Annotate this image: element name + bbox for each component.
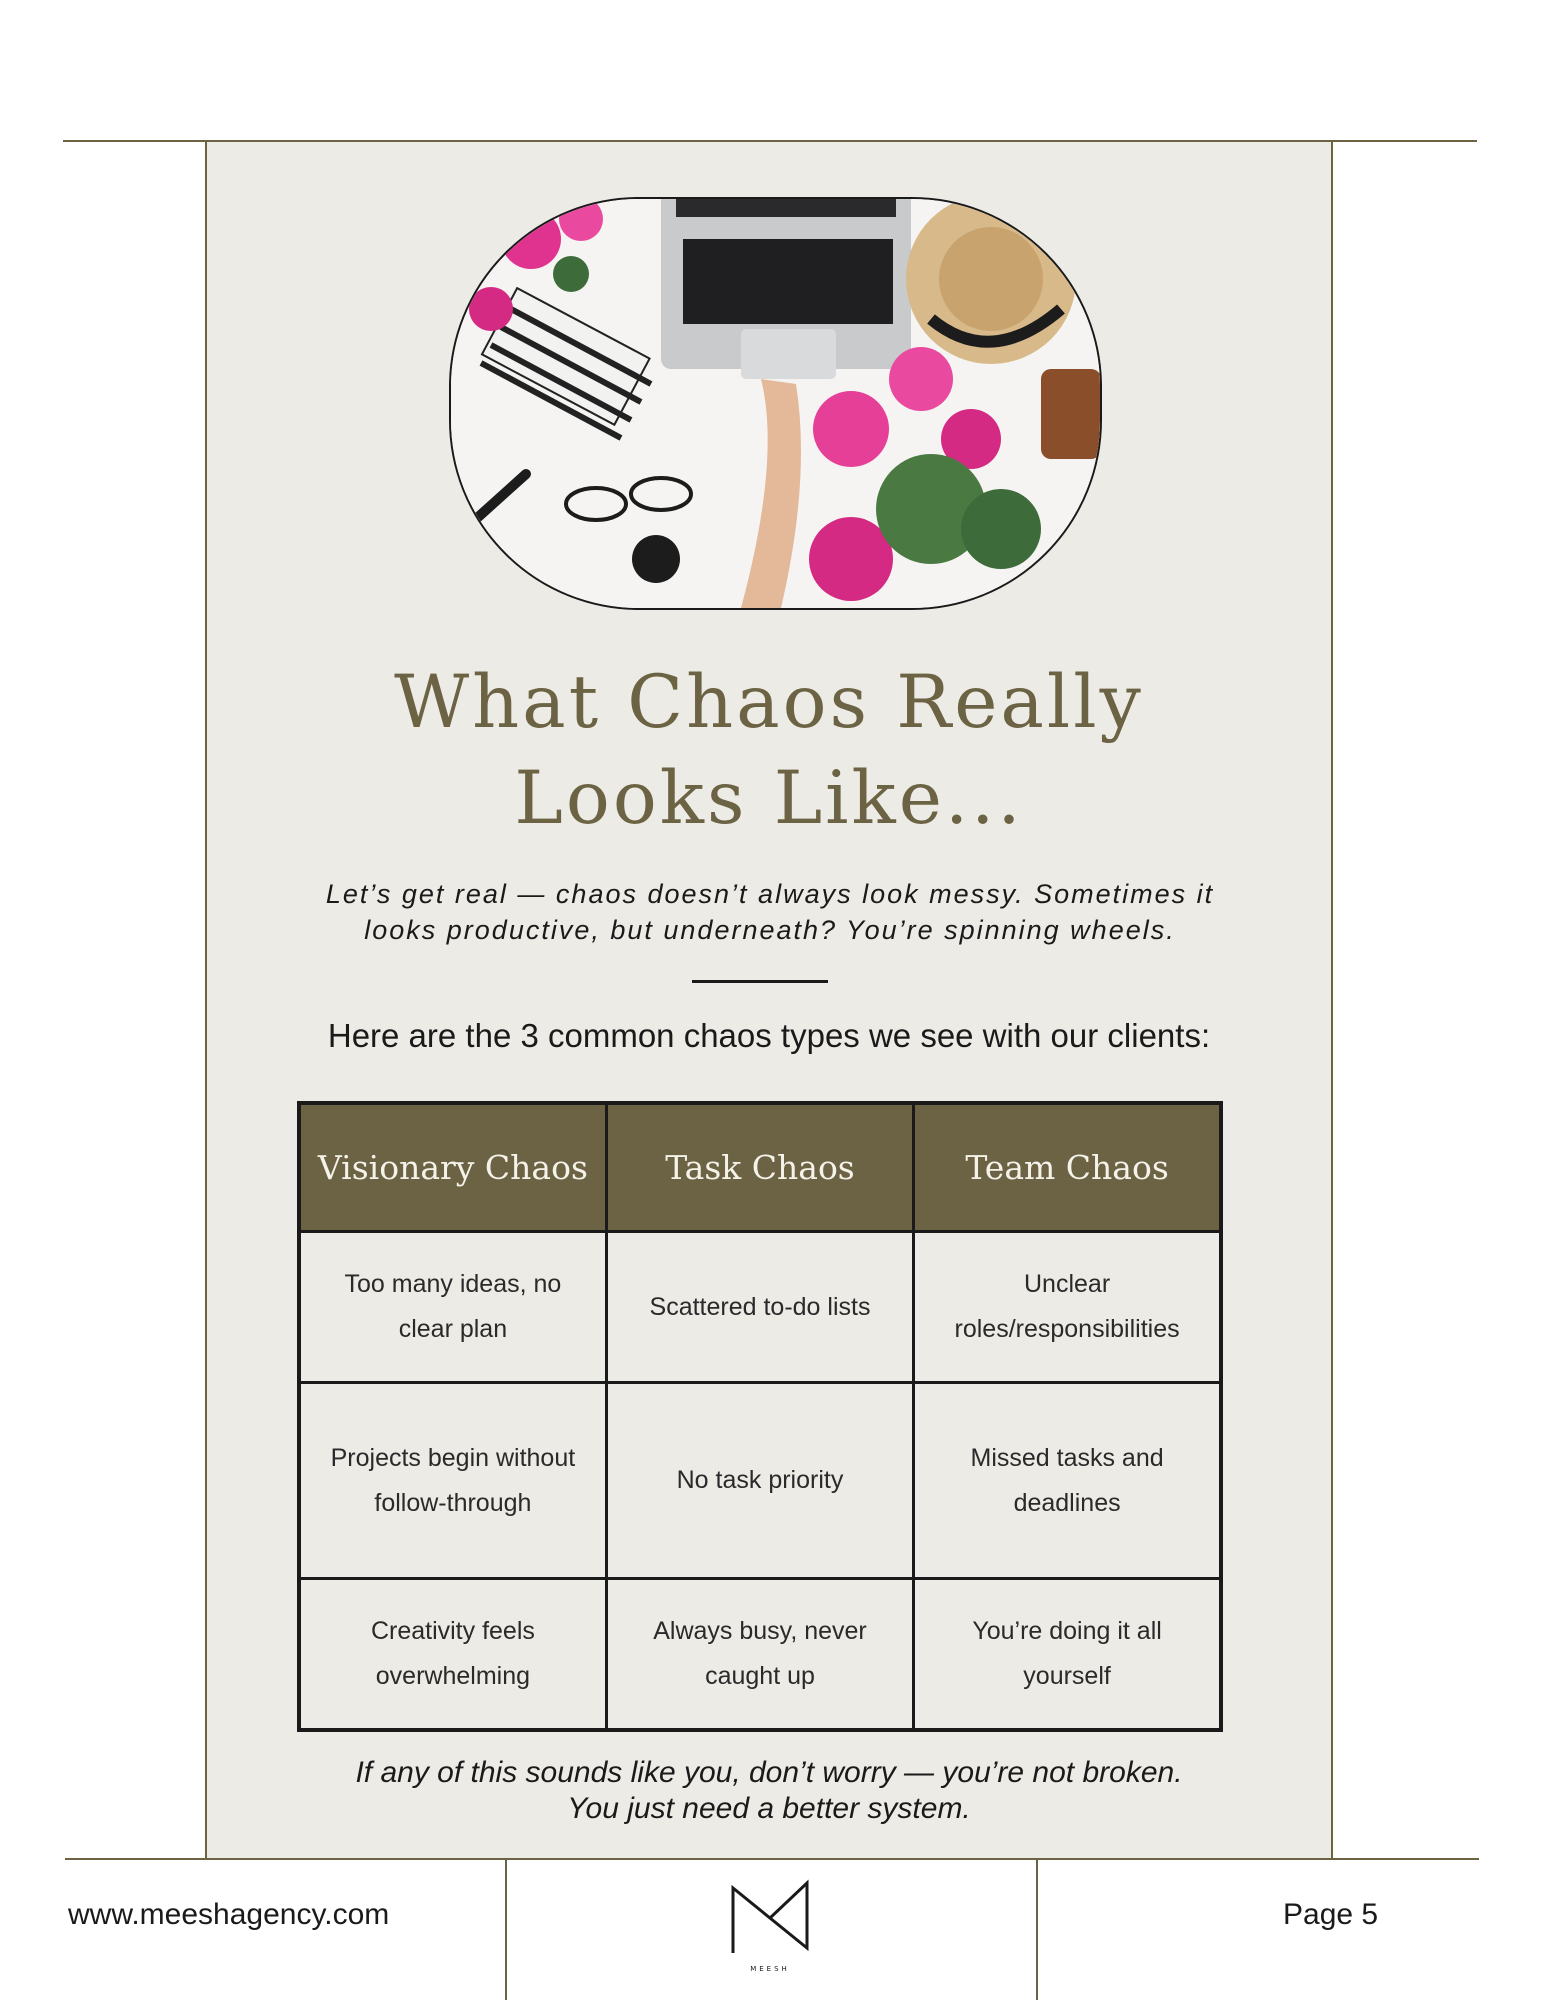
table-cell: Creativity feels overwhelming <box>299 1579 606 1731</box>
lead-text: Here are the 3 common chaos types we see with our clients: <box>327 1017 1211 1054</box>
header-visionary-chaos: Visionary Chaos <box>299 1103 606 1232</box>
table-cell: No task priority <box>606 1383 913 1579</box>
table-cell: Projects begin without follow-through <box>299 1383 606 1579</box>
closing-text <box>205 1755 1333 1827</box>
table-cell: Too many ideas, no clear plan <box>299 1232 606 1383</box>
table-cell: You’re doing it all yourself <box>914 1579 1221 1731</box>
header-task-chaos: Task Chaos <box>606 1103 913 1232</box>
bottom-rule <box>65 1858 1479 1860</box>
page-number: Page 5 <box>1283 1898 1379 1931</box>
table-cell: Unclear roles/responsibilities <box>914 1232 1221 1383</box>
section-divider <box>692 980 828 983</box>
intro-text <box>270 876 1270 948</box>
footer-separator <box>1036 1860 1038 2000</box>
meesh-logo-mark <box>725 1878 815 1974</box>
title-line: What Chaos Really <box>394 660 1144 745</box>
closing-line: You just need a better system. <box>567 1792 971 1825</box>
camera-icon <box>1041 369 1100 459</box>
footer-separator <box>505 1860 507 2000</box>
meesh-logo <box>725 1878 815 1974</box>
hero-image <box>449 197 1102 610</box>
table-cell: Missed tasks and deadlines <box>914 1383 1221 1579</box>
table-row <box>299 1383 1221 1579</box>
table-header-row <box>299 1103 1221 1232</box>
svg-text:MEESH: MEESH <box>750 1965 790 1973</box>
table-cell: Scattered to-do lists <box>606 1232 913 1383</box>
website-link[interactable]: www.meeshagency.com <box>68 1898 390 1931</box>
closing-line: If any of this sounds like you, don’t worry — you’re not broken. <box>355 1756 1183 1789</box>
title-line: Looks Like... <box>514 756 1024 841</box>
chaos-types-table <box>297 1101 1223 1732</box>
table-cell: Always busy, never caught up <box>606 1579 913 1731</box>
header-team-chaos: Team Chaos <box>914 1103 1221 1232</box>
page-title <box>205 655 1333 847</box>
table-row <box>299 1579 1221 1731</box>
desk-flatlay-illustration <box>451 199 1100 608</box>
intro-line: Let’s get real — chaos doesn’t always look messy. Sometimes it <box>325 879 1215 909</box>
intro-line: looks productive, but underneath? You’re spinning wheels. <box>364 915 1176 945</box>
table-row <box>299 1232 1221 1383</box>
laptop-icon <box>661 199 911 379</box>
compact-icon <box>632 535 680 583</box>
